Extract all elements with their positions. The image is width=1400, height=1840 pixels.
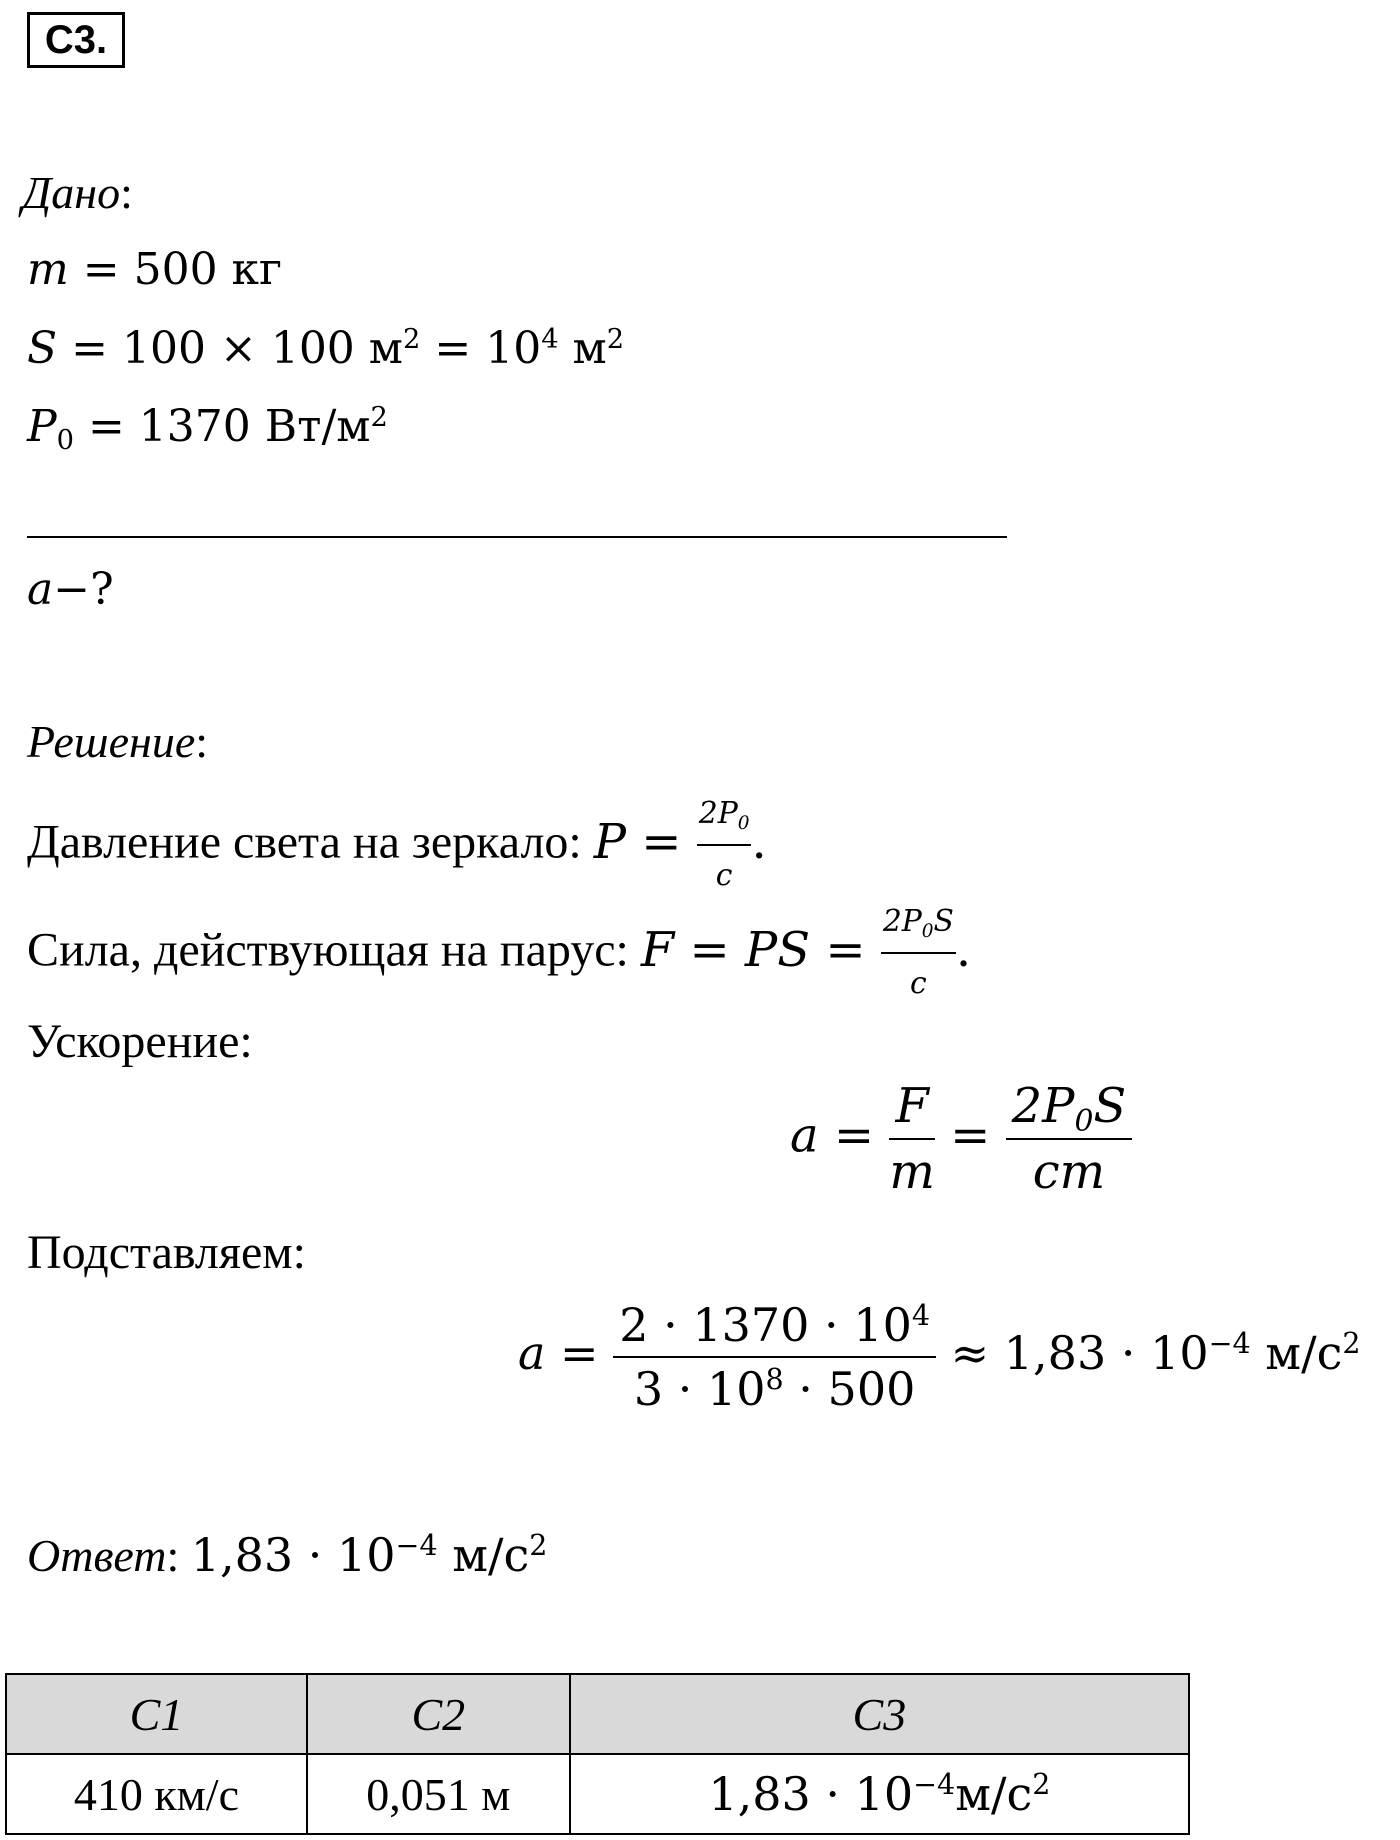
substitution-formula: a = $\frac{2 \cdot 1370 \cdot 10^4}{3 \cdot 10^8 \cdot 500}$ ≈ $1,83 \cdot 10^{-4}$ $м/с^2$ [518,1298,1361,1416]
solution-line-acceleration-label: Ускорение: [27,1015,253,1068]
given-label: Дано [22,167,121,218]
given-divider [27,536,1007,538]
accel-fraction-2: $\frac{2P_0S}{cm}$ [1006,1078,1133,1200]
accel-fraction-1: $\frac{F}{m}$ [889,1078,935,1200]
answer-line: Ответ: $1,83 \cdot 10^{-4}$ $м/с^2$ [27,1528,548,1582]
given-heading: Дано: [22,167,133,218]
answer-label: Ответ [27,1530,167,1581]
pressure-fraction: $\frac{2P_0}{c}$ [697,786,752,904]
table-cell-c1: 410 км/с [6,1754,307,1834]
solution-heading: Решение: [27,716,209,767]
table-cell-c2: 0,051 м [307,1754,570,1834]
table-row [6,1754,1189,1834]
table-header-c2: С2 [307,1674,570,1754]
table-header-c3: С3 [570,1674,1189,1754]
force-fraction: $\frac{2P_0S}{c}$ [881,894,956,1012]
table-header-row [6,1674,1189,1754]
problem-badge: С3. [27,12,125,68]
given-mass: m = 500 кг [27,244,283,295]
solution-line-force: Сила, действующая на парус: F = PS = $\frac{2P_0S}{c}$ . [27,894,971,1012]
solution-line-substitute-label: Подставляем: [27,1226,306,1279]
solution-label: Решение [27,716,196,767]
table-cell-c3: $1,83 \cdot 10^{-4}м/с^2$ [570,1754,1189,1834]
given-intensity: $P_0 = 1370$ $Вт/м^2$ [27,401,388,457]
results-table [5,1673,1190,1835]
acceleration-formula: a = $\frac{F}{m}$ = $\frac{2P_0S}{cm}$ [790,1078,1132,1200]
given-area: S = 100 × 100 $м^2 = 10^4$ $м^2$ [27,323,625,374]
table-header-c1: С1 [6,1674,307,1754]
solution-line-pressure: Давление света на зеркало: P = $\frac{2P_0}{c}$ . [27,786,767,904]
find-line: a−? [27,564,114,615]
substitution-fraction: $\frac{2 \cdot 1370 \cdot 10^4}{3 \cdot 10^8 \cdot 500}$ [613,1298,936,1416]
